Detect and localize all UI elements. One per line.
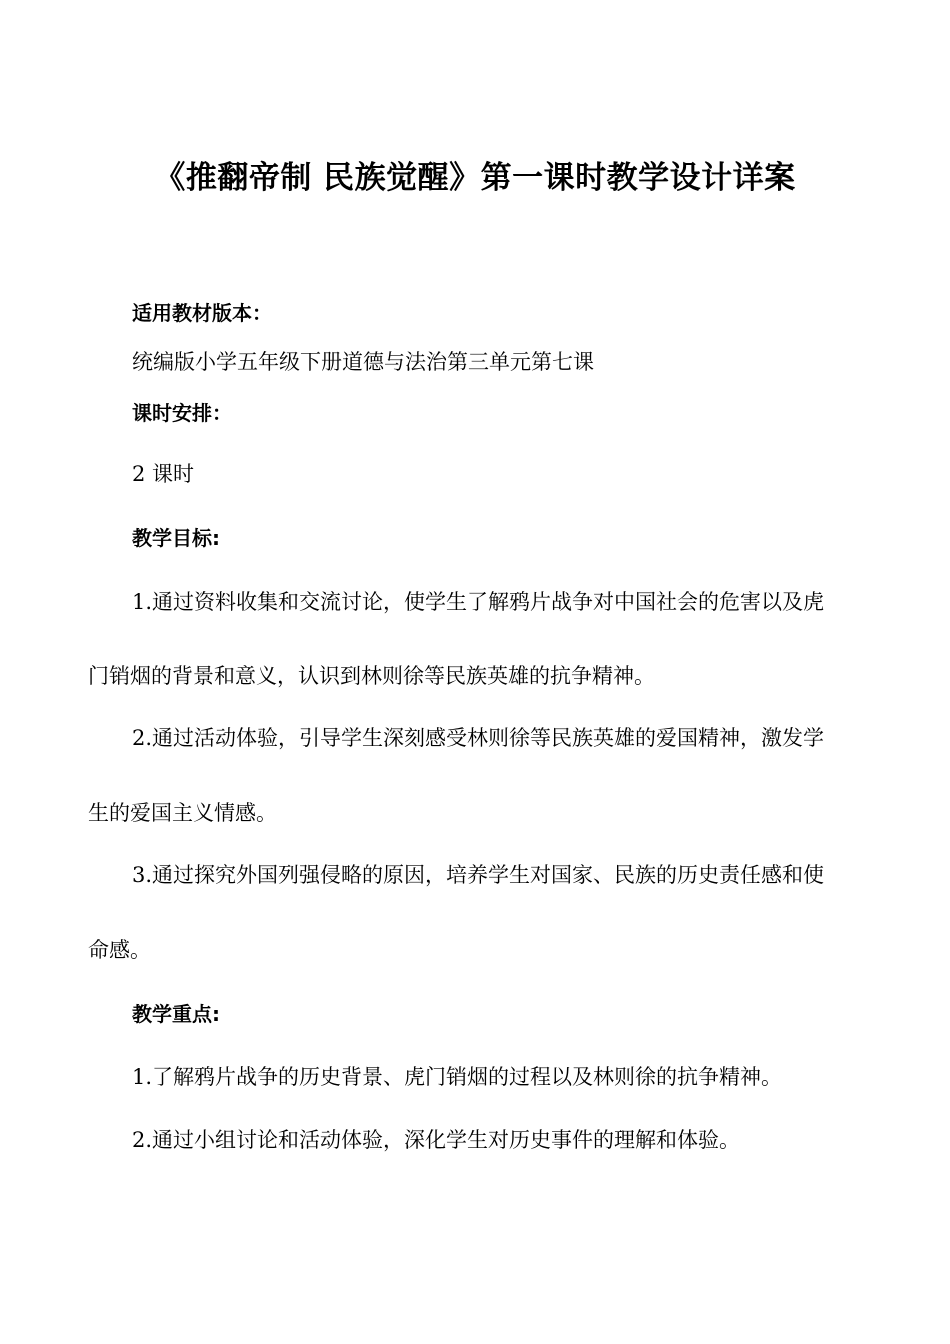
- objective-1-line-1: 1.通过资料收集和交流讨论，使学生了解鸦片战争对中国社会的危害以及虎: [132, 590, 825, 614]
- objective-3-line-2: 命感。: [88, 938, 151, 962]
- key-points-heading: 教学重点:: [132, 1002, 220, 1026]
- objectives-heading: 教学目标:: [132, 526, 220, 550]
- schedule-value: 2 课时: [132, 462, 195, 486]
- key-point-2: 2.通过小组讨论和活动体验，深化学生对历史事件的理解和体验。: [132, 1128, 741, 1152]
- objective-2-line-2: 生的爱国主义情感。: [88, 801, 277, 825]
- objective-2-line-1: 2.通过活动体验，引导学生深刻感受林则徐等民族英雄的爱国精神，激发学: [132, 726, 825, 750]
- document-title: 《推翻帝制 民族觉醒》第一课时教学设计详案: [154, 160, 796, 196]
- key-point-1: 1.了解鸦片战争的历史背景、虎门销烟的过程以及林则徐的抗争精神。: [132, 1065, 783, 1089]
- textbook-value: 统编版小学五年级下册道德与法治第三单元第七课: [132, 350, 594, 374]
- schedule-heading: 课时安排：: [132, 401, 232, 425]
- textbook-heading: 适用教材版本：: [132, 301, 272, 325]
- objective-3-line-1: 3.通过探究外国列强侵略的原因，培养学生对国家、民族的历史责任感和使: [132, 863, 825, 887]
- objective-1-line-2: 门销烟的背景和意义，认识到林则徐等民族英雄的抗争精神。: [88, 664, 655, 688]
